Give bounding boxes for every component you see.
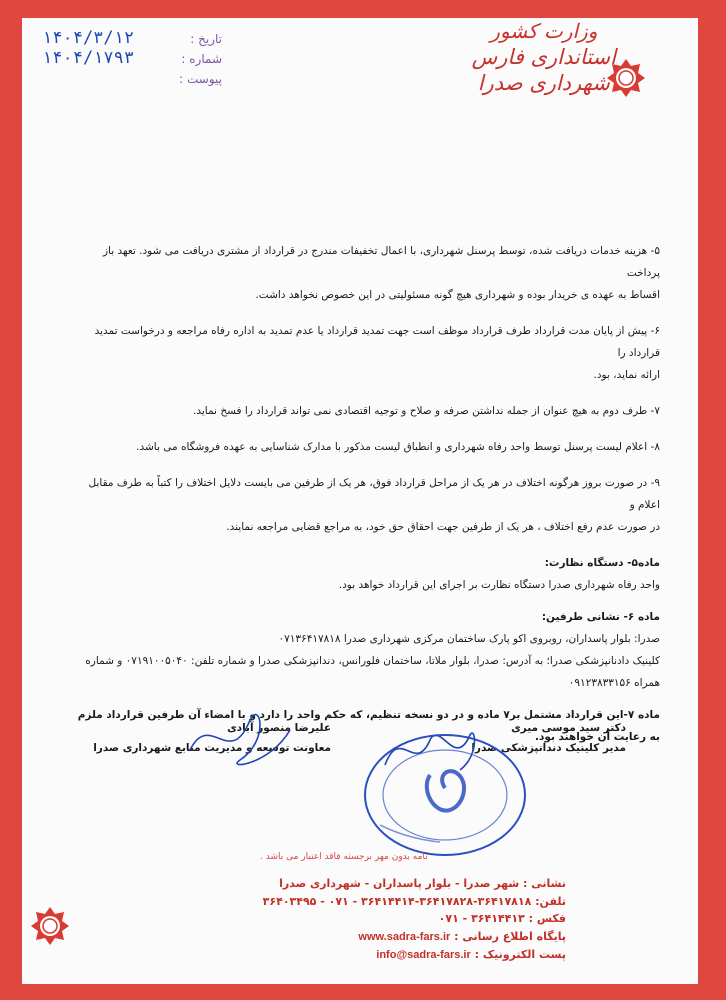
right-signer-name: دکتر سید موسی میری	[511, 722, 626, 734]
footer-phone: تلفن: ۳۶۴۱۷۸۱۸-۳۶۴۱۷۸۲۸-۳۶۴۱۴۴۱۴ - ۰۷۱ - ۳۶۴۰۳۴۹۵	[262, 894, 566, 908]
email-link[interactable]: info@sadra-fars.ir	[376, 949, 471, 961]
letter-meta	[42, 28, 222, 92]
clause-5-line-1: ۵- هزینه خدمات دریافت شده، توسط پرسنل شهرداری، با اعمال تخفیفات مندرج در قرارداد از مشتری دریافت می شود. تعهد باز پرداخت	[102, 245, 660, 279]
number-row	[42, 48, 222, 72]
clause-8: ۸- اعلام لیست پرسنل توسط واحد رفاه شهرداری و انطباق لیست مذکور با مدارک شناسایی به عهده فروشگاه می باشد.	[136, 441, 660, 453]
right-signer-title: مدیر کلینیک دندانپزشکی صدرا	[471, 742, 626, 754]
clause-9	[70, 472, 660, 538]
municipality-name: شهرداری صدرا	[477, 71, 610, 95]
clinic-stamp-icon	[360, 730, 530, 860]
clause-9-line-2: در صورت عدم رفع اختلاف ، هر یک از طرفین جهت احقاق حق خود، به مراجع قضایی مراجعه نمایند.	[226, 521, 660, 533]
attachment-row	[42, 72, 222, 92]
letterhead	[472, 18, 616, 96]
article-5-text: واحد رفاه شهرداری صدرا دستگاه نظارت بر اجرای این قرارداد خواهد بود.	[338, 579, 660, 591]
clause-5	[70, 240, 660, 306]
left-signer-name: علیرضا منصور آبادی	[227, 722, 331, 734]
number-value: ۱۴۰۴/۱۷۹۳	[42, 48, 135, 68]
ministry-name: وزارت کشور	[490, 19, 598, 43]
clause-6	[70, 320, 660, 386]
article-5-title: ماده۵- دستگاه نظارت:	[544, 557, 660, 569]
article-5	[70, 552, 660, 596]
article-6	[70, 606, 660, 694]
portal-link[interactable]: www.sadra-fars.ir	[358, 930, 451, 943]
footer-portal	[263, 928, 566, 947]
stamp-validity-note: نامه بدون مهر برجسته فاقد اعتبار می باشد .	[260, 852, 428, 862]
date-value: ۱۴۰۴/۳/۱۲	[42, 28, 135, 48]
left-handwritten-signature-icon	[180, 690, 300, 780]
clause-6-line-2: ارائه نماید، بود.	[593, 369, 660, 381]
article-6-title: ماده ۶- نشانی طرفین:	[541, 611, 660, 623]
clause-5-line-2: اقساط به عهده ی خریدار بوده و شهرداری هیچ گونه مسئولیتی در این خصوص نخواهد داشت.	[255, 289, 660, 301]
article-6-line-2: کلینیک دادنانپزشکی صدرا؛ به آدرس: صدرا، بلوار ملاتا، ساختمان فلورانس، دندانپزشکی صدرا و شماره تلفن: ۰۷۱۹۱۰۰۵۰۴۰ و شماره	[85, 655, 660, 667]
footer-emblem-icon	[30, 906, 70, 946]
clause-7: ۷- طرف دوم به هیچ عنوان از جمله نداشتن صرفه و صلاح و توجیه اقتصادی نمی تواند قرارداد را فسخ نماید.	[193, 405, 660, 417]
article-6-line-3: همراه ۰۹۱۲۳۸۳۳۱۵۶	[568, 677, 660, 689]
footer-email	[263, 946, 566, 965]
clause-6-line-1: ۶- پیش از پایان مدت قرارداد طرف قرارداد موظف است جهت تمدید قرارداد یا عدم تمدید به اداره رفاه مراجعه و درخواست تمدید قرارداد را	[94, 325, 660, 359]
letter-body	[70, 240, 660, 762]
email-label: پست الکترونیک :	[474, 948, 566, 961]
letter-footer	[263, 875, 566, 965]
article-6-line-1: صدرا: بلوار پاسداران، روبروی اکو پارک ساختمان مرکزی شهرداری صدرا ۰۷۱۳۶۴۱۷۸۱۸	[278, 633, 660, 645]
clause-9-line-1: ۹- در صورت بروز هرگونه اختلاف در هر یک از مراحل قرارداد فوق، هر یک از طرفین می بایست دلایل اختلاف را کتباً به طرف مقابل اعلام و	[88, 477, 660, 511]
attachment-label: پیوست :	[179, 72, 222, 86]
number-label: شماره :	[181, 52, 222, 66]
footer-address: نشانی : شهر صدرا - بلوار پاسداران - شهرداری صدرا	[279, 877, 566, 890]
date-label: تاریخ :	[190, 32, 222, 46]
article-7: ماده ۷-این قرارداد مشتمل بر۷ ماده و در دو نسخه تنظیم، که حکم واحد را دارد و با امضاء آن طرفین قرارداد ملزم به رعایت آن خواهند بود.	[77, 709, 660, 743]
left-signer-title: معاونت توسعه و مدیریت منابع شهرداری صدرا	[93, 742, 331, 754]
portal-label: پایگاه اطلاع رسانی :	[454, 929, 566, 943]
governorate-name: استانداری فارس	[471, 45, 616, 69]
footer-fax: فکس : ۳۶۴۱۴۴۱۳ - ۰۷۱	[438, 912, 566, 925]
